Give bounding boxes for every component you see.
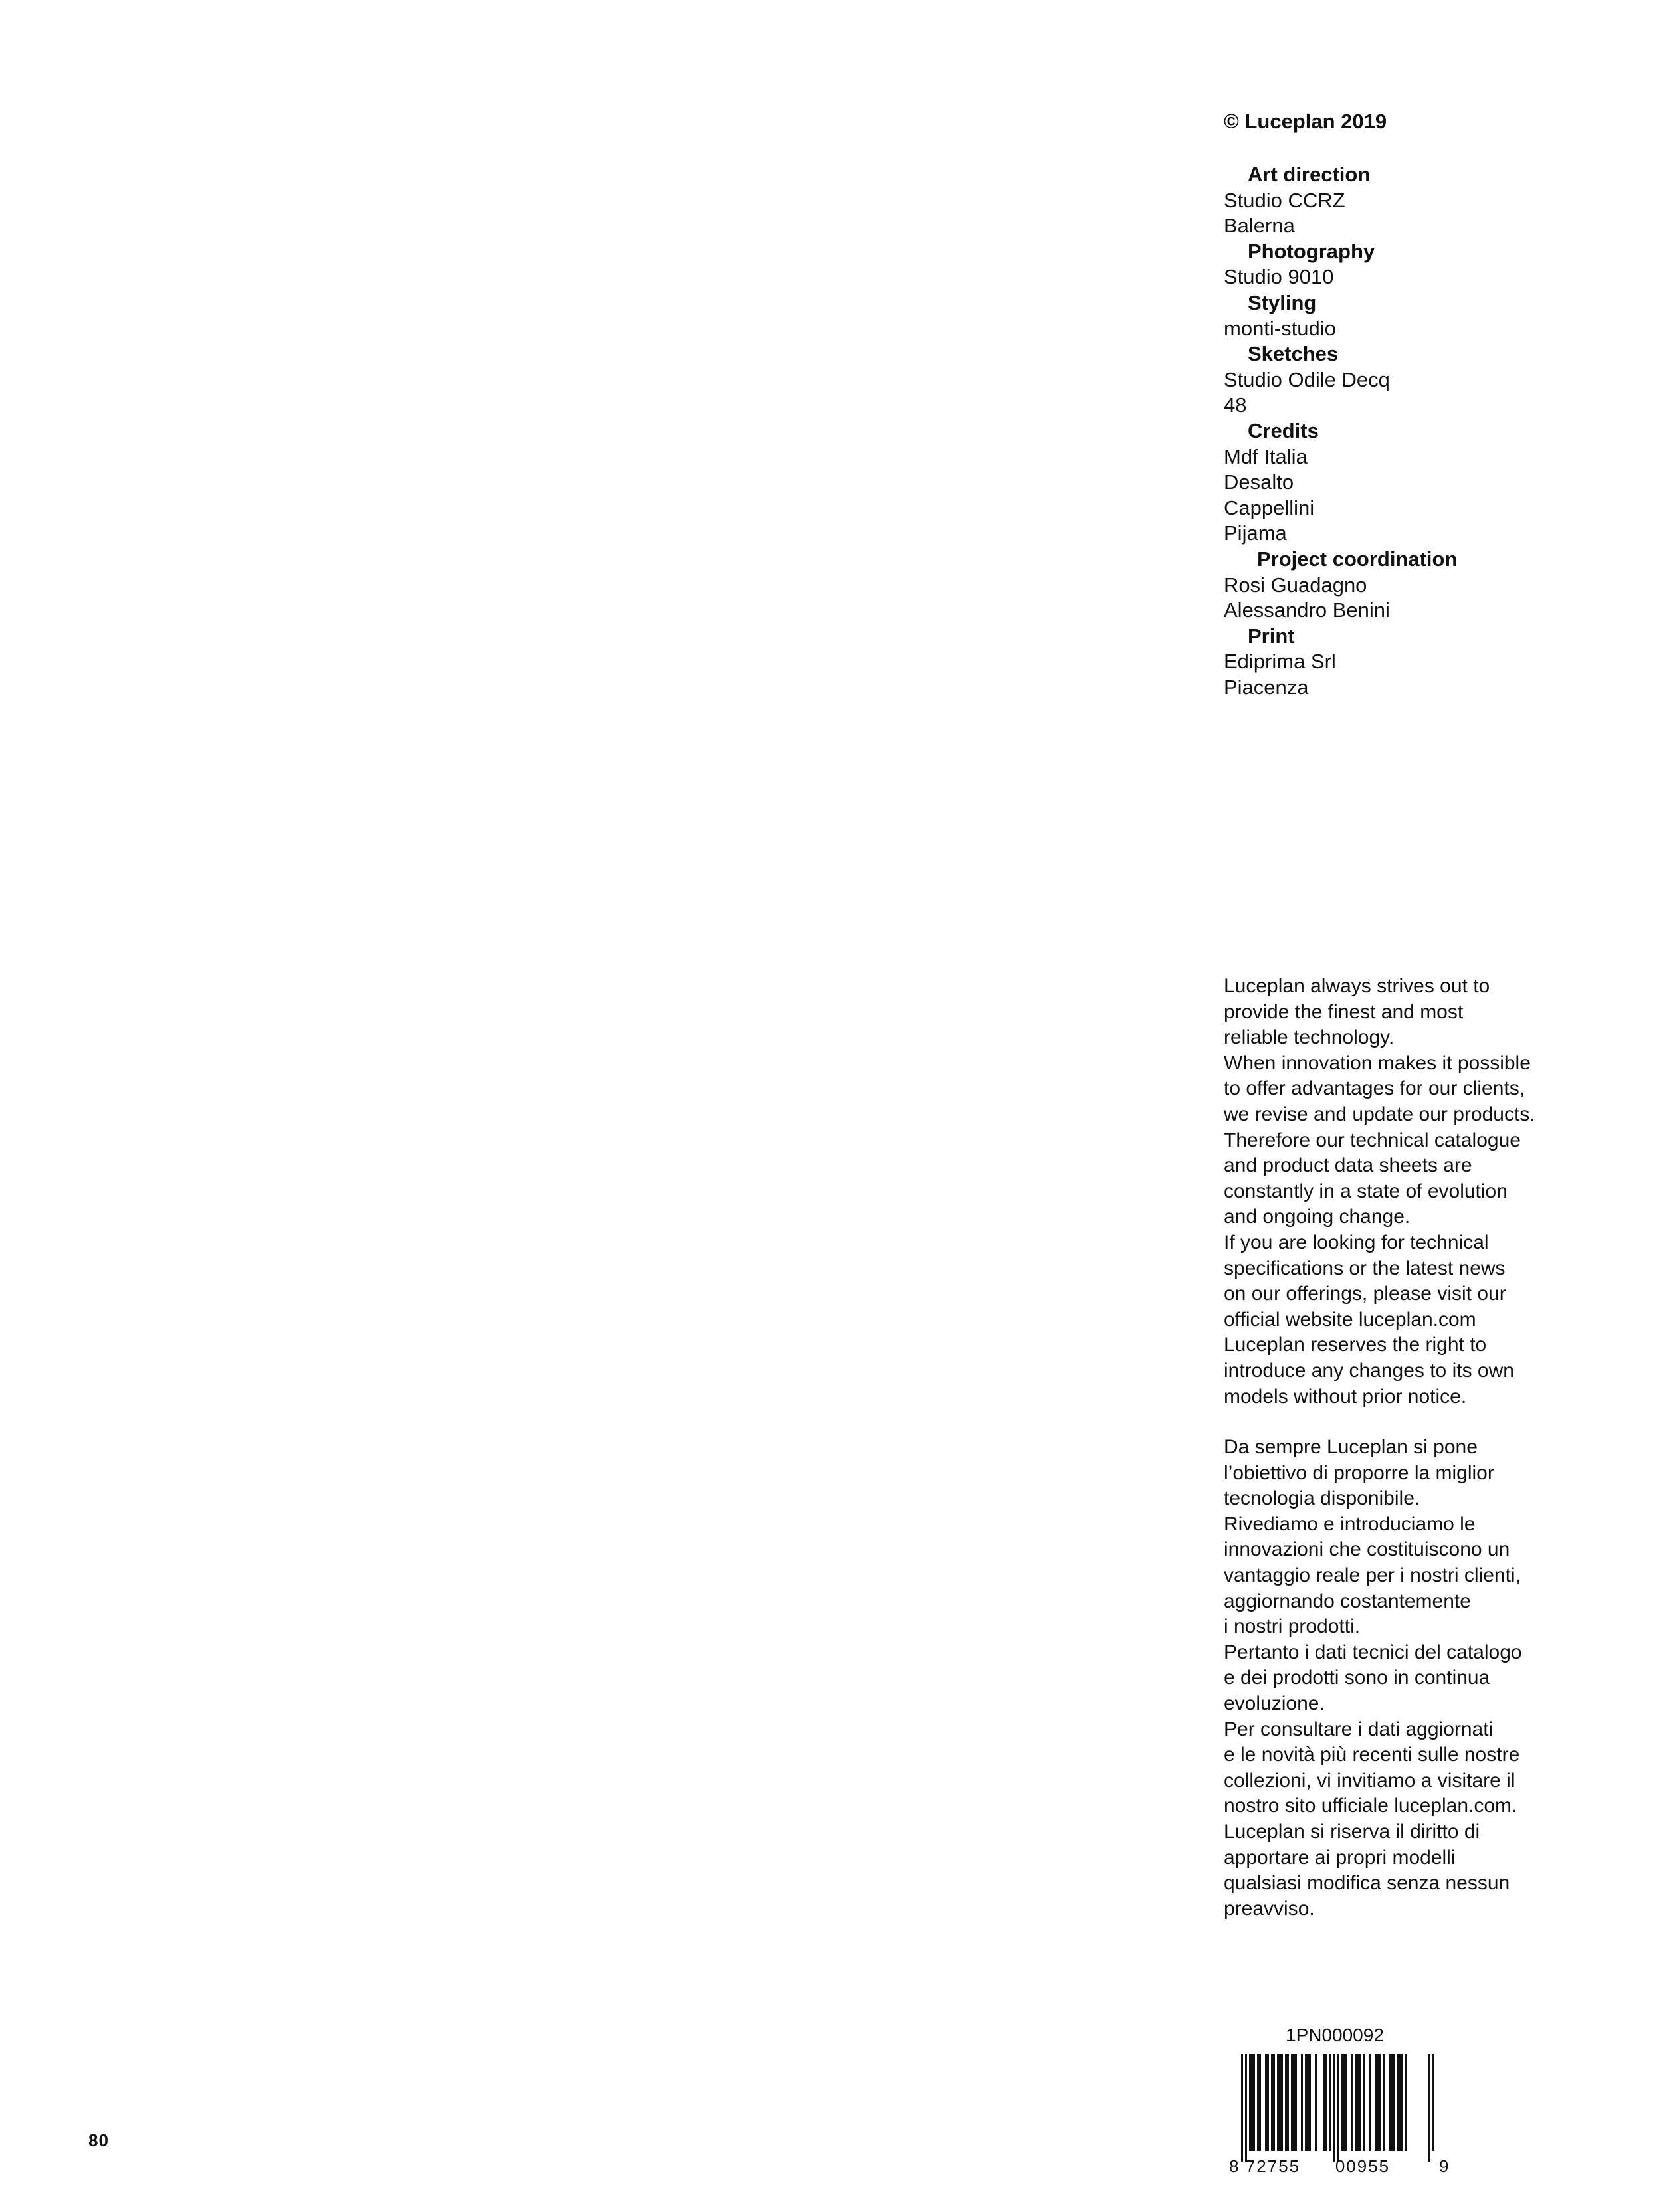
- barcode-bar: [1379, 2054, 1381, 2151]
- credit-heading: Credits: [1248, 418, 1319, 442]
- credit-heading: Print: [1248, 624, 1295, 648]
- barcode-bar: [1249, 2054, 1251, 2151]
- barcode-bar: [1265, 2054, 1267, 2151]
- barcode: [1226, 2054, 1452, 2180]
- barcode-check-digit: 9: [1439, 2156, 1449, 2176]
- barcode-bar: [1257, 2054, 1259, 2151]
- credit-value: Studio Odile Decq: [1224, 367, 1390, 391]
- barcode-bar: [1357, 2054, 1359, 2151]
- credit-value: Studio CCRZ: [1224, 188, 1345, 212]
- barcode-bar: [1305, 2054, 1307, 2151]
- barcode-bar: [1245, 2054, 1247, 2162]
- barcode-bar: [1369, 2054, 1371, 2151]
- credit-value: 48: [1224, 393, 1247, 417]
- barcode-bar: [1279, 2054, 1281, 2151]
- barcode-left-group: 72755: [1245, 2156, 1301, 2176]
- barcode-bar: [1397, 2054, 1399, 2151]
- barcode-bar: [1295, 2054, 1297, 2151]
- credit-value: Alessandro Benini: [1224, 599, 1390, 622]
- barcode-bar: [1351, 2054, 1353, 2151]
- credit-heading: Sketches: [1248, 342, 1339, 366]
- barcode-bar: [1377, 2054, 1379, 2151]
- barcode-bar: [1285, 2054, 1287, 2151]
- barcode-bar: [1401, 2054, 1403, 2151]
- credit-value: Pijama: [1224, 521, 1287, 545]
- barcode-right-group: 00955: [1335, 2156, 1391, 2176]
- barcode-bar: [1359, 2054, 1361, 2151]
- disclaimer-italian: Da sempre Luceplan si pone l’obiettivo di proporre la miglior tecnologia disponibile. Rivediamo e introduciamo le innovazioni che costituiscono un vantaggio reale per i nostri clienti, aggiornando costantemente i nostri prodotti. Pertanto i dati tecnici del catalogo e dei prodotti sono in continua evoluzione. Per consultare i dati aggiornati e le novità più recenti sulle nostre collezioni, vi invitiamo a visitare il nostro sito ufficiale luceplan.com. Luceplan si riserva il diritto di apportare ai propri modelli qualsiasi modifica senza nessun preavviso.: [1224, 1436, 1522, 1920]
- credit-value: Ediprima Srl: [1224, 650, 1336, 674]
- credit-value: Rosi Guadagno: [1224, 573, 1367, 597]
- credit-heading: Photography: [1248, 239, 1375, 263]
- barcode-bar: [1309, 2054, 1311, 2151]
- barcode-bar: [1259, 2054, 1261, 2151]
- barcode-bar: [1287, 2054, 1289, 2151]
- barcode-bar: [1383, 2054, 1385, 2151]
- barcode-bar: [1281, 2054, 1283, 2151]
- credit-value: Studio 9010: [1224, 265, 1334, 289]
- barcode-bar: [1341, 2054, 1343, 2151]
- barcode-bar: [1273, 2054, 1275, 2151]
- credits-list: [1224, 162, 1649, 700]
- credit-value: Cappellini: [1224, 496, 1315, 519]
- credit-value: monti-studio: [1224, 316, 1336, 340]
- barcode-bar: [1345, 2054, 1347, 2151]
- barcode-bar: [1329, 2054, 1331, 2151]
- page-number: 80: [88, 2130, 109, 2150]
- barcode-bar: [1393, 2054, 1395, 2151]
- credit-value: Mdf Italia: [1224, 444, 1308, 468]
- credit-value: Balerna: [1224, 214, 1295, 238]
- barcode-bar: [1363, 2054, 1365, 2151]
- barcode-bar: [1389, 2054, 1391, 2151]
- credit-heading: Art direction: [1248, 163, 1371, 186]
- barcode-bar: [1432, 2054, 1434, 2151]
- barcode-bar: [1315, 2054, 1317, 2151]
- barcode-bar: [1325, 2054, 1327, 2151]
- disclaimer-english: Luceplan always strives out to provide the finest and most reliable technology. When innovation makes it possible to offer advantages for our clients, we revise and update our products. Therefore our technical catalogue and product data sheets are constantly in a state of evolution and ongoing change. If you are looking for technical specifications or the latest news on our offerings, please visit our official website luceplan.com Luceplan reserves the right to introduce any changes to its own models without prior notice.: [1224, 975, 1535, 1408]
- barcode-bar: [1301, 2054, 1303, 2151]
- barcode-first-digit: 8: [1229, 2156, 1239, 2176]
- barcode-bar: [1399, 2054, 1401, 2151]
- credit-value: Desalto: [1224, 470, 1294, 494]
- barcode-bar: [1343, 2054, 1345, 2151]
- product-code: 1PN000092: [1286, 2025, 1384, 2045]
- barcode-bar: [1375, 2054, 1377, 2151]
- barcode-bar: [1391, 2054, 1393, 2151]
- barcode-bar: [1355, 2054, 1357, 2151]
- copyright-line: © Luceplan 2019: [1224, 110, 1387, 133]
- barcode-bar: [1333, 2054, 1335, 2162]
- barcode-bar: [1253, 2054, 1255, 2151]
- barcode-bar: [1251, 2054, 1253, 2151]
- barcode-graphic: [1226, 2054, 1452, 2180]
- barcode-bar: [1241, 2054, 1243, 2162]
- barcode-bar: [1307, 2054, 1309, 2151]
- barcode-bar: [1337, 2054, 1339, 2162]
- barcode-bar: [1323, 2054, 1325, 2151]
- credit-heading: Project coordination: [1257, 547, 1458, 571]
- barcode-bar: [1277, 2054, 1279, 2151]
- barcode-bar: [1271, 2054, 1273, 2151]
- barcode-bar: [1428, 2054, 1430, 2162]
- barcode-bar: [1293, 2054, 1295, 2151]
- barcode-bar: [1405, 2054, 1407, 2151]
- barcode-bar: [1291, 2054, 1293, 2151]
- credit-heading: Styling: [1248, 290, 1317, 314]
- credit-value: Piacenza: [1224, 675, 1309, 699]
- barcode-bar: [1267, 2054, 1269, 2151]
- barcode-bars: [1241, 2054, 1434, 2162]
